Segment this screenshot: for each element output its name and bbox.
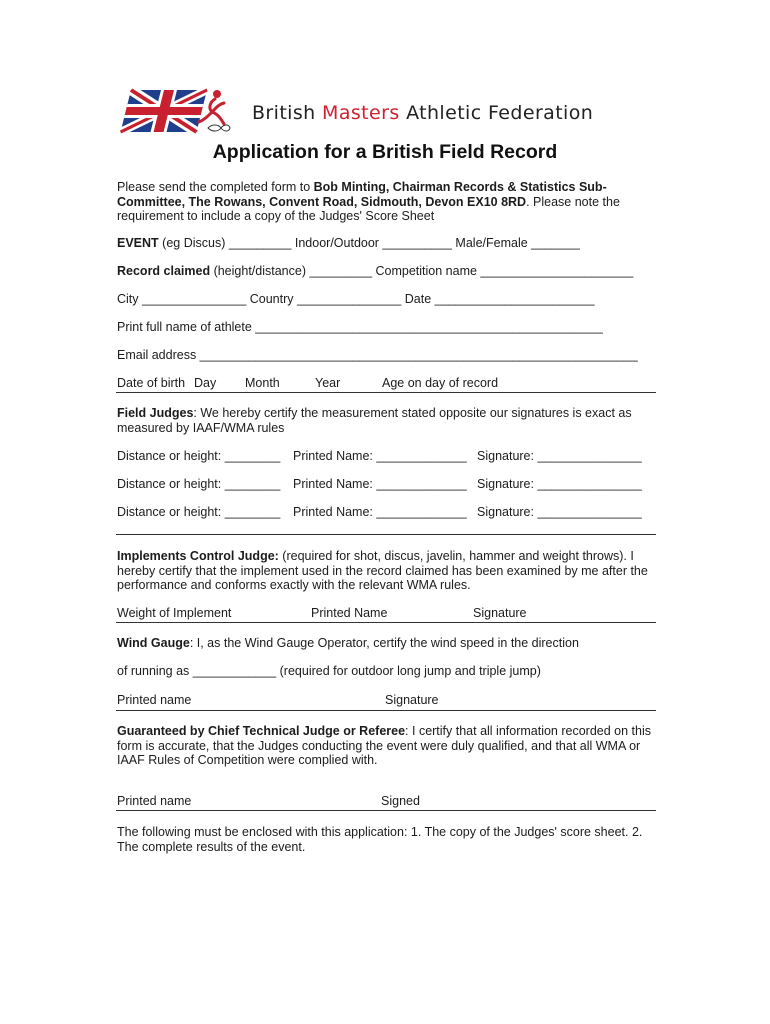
- implement-signature-field[interactable]: Signature: [473, 606, 527, 620]
- email-line[interactable]: Email address _______________________________________________________________: [117, 348, 638, 362]
- wind-running-line[interactable]: of running as ____________ (required for outdoor long jump and triple jump): [117, 664, 541, 678]
- event-line[interactable]: EVENT (eg Discus) _________ Indoor/Outdoor __________ Male/Female _______: [117, 236, 580, 250]
- wind-gauge-text: Wind Gauge: I, as the Wind Gauge Operator, certify the wind speed in the direction: [117, 636, 579, 650]
- dob-year[interactable]: Year: [315, 376, 341, 390]
- athlete-name-line[interactable]: Print full name of athlete __________________________________________________: [117, 320, 603, 334]
- section-divider: [116, 534, 656, 535]
- section-divider: [116, 622, 656, 623]
- bmaf-logo: [120, 86, 232, 136]
- wind-printed-name-field[interactable]: Printed name: [117, 693, 192, 707]
- record-claimed-line[interactable]: Record claimed (height/distance) _________ Competition name ______________________: [117, 264, 634, 278]
- dob-month[interactable]: Month: [245, 376, 280, 390]
- age-on-day[interactable]: Age on day of record: [382, 376, 499, 390]
- intro-text: Please send the completed form to Bob Minting, Chairman Records & Statistics Sub-Committee, The Rowans, Convent Road, Sidmouth, Devon EX10 8RD. Please note the requirement to include a copy of the Judges' Score Sheet: [117, 180, 620, 223]
- referee-signed-field[interactable]: Signed: [381, 794, 420, 808]
- dob-label: Date of birth: [117, 376, 186, 390]
- judge-1-distance[interactable]: Distance or height: ________: [117, 449, 281, 463]
- implement-printed-name-field[interactable]: Printed Name: [311, 606, 388, 620]
- city-country-date-line[interactable]: City _______________ Country _______________ Date _______________________: [117, 292, 595, 306]
- section-divider: [116, 710, 656, 711]
- dob-day[interactable]: Day: [194, 376, 217, 390]
- guarantee-text: Guaranteed by Chief Technical Judge or Referee: I certify that all information recorded on this form is accurate, that the Judges conducting the event were duly qualified, and that all WMA or IAAF Rules of Competition were complied with.: [117, 724, 651, 767]
- enclosure-note: The following must be enclosed with this application: 1. The copy of the Judges' score sheet. 2. The complete results of the event.: [117, 825, 643, 854]
- judge-3-signature[interactable]: Signature: _______________: [477, 505, 642, 519]
- org-name: British Masters Athletic Federation: [252, 102, 594, 124]
- referee-printed-name-field[interactable]: Printed name: [117, 794, 192, 808]
- judge-2-printed-name[interactable]: Printed Name: _____________: [293, 477, 467, 491]
- section-divider: [116, 810, 656, 811]
- section-divider: [116, 392, 656, 393]
- field-judges-text: Field Judges: We hereby certify the measurement stated opposite our signatures is exact as measured by IAAF/WMA rules: [117, 406, 632, 435]
- judge-2-distance[interactable]: Distance or height: ________: [117, 477, 281, 491]
- wind-signature-field[interactable]: Signature: [385, 693, 439, 707]
- implement-weight-field[interactable]: Weight of Implement: [117, 606, 232, 620]
- judge-1-printed-name[interactable]: Printed Name: _____________: [293, 449, 467, 463]
- judge-3-distance[interactable]: Distance or height: ________: [117, 505, 281, 519]
- page-title: Application for a British Field Record: [212, 141, 558, 163]
- implements-text: Implements Control Judge: (required for shot, discus, javelin, hammer and weight throws). I hereby certify that the implement used in the record claimed has been examined by me after the performance and conforms exactly with the relevant WMA rules.: [117, 549, 648, 592]
- judge-1-signature[interactable]: Signature: _______________: [477, 449, 642, 463]
- judge-2-signature[interactable]: Signature: _______________: [477, 477, 642, 491]
- judge-3-printed-name[interactable]: Printed Name: _____________: [293, 505, 467, 519]
